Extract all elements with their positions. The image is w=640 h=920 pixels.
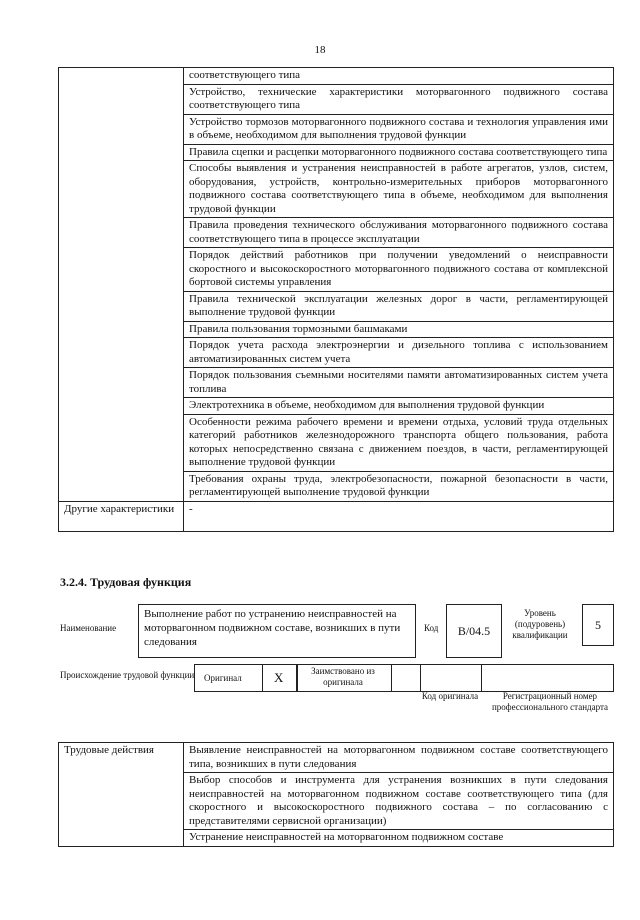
level-label: Уровень (подуровень) квалификации [512,608,568,640]
name-box [138,604,416,658]
table-row [59,68,614,85]
action-item: Устранение неисправностей на моторвагонном подвижном составе [184,830,614,847]
knowledge-label-cell [59,68,184,502]
knowledge-table [58,67,614,532]
borrowed-label: Заимствовано из оригинала [311,666,375,687]
table-row [59,501,614,531]
knowledge-item: Правила пользования тормозными башмаками [184,321,614,338]
knowledge-item: Правила проведения технического обслуживания моторвагонного подвижного состава соответствующего типа в процессе эксплуатации [184,218,614,248]
code-original-caption: Код оригинала [421,691,479,701]
level-box [582,604,614,646]
knowledge-item: Порядок действий работников при получении уведомлений о неисправности скоростного и высокоскоростного моторвагонного подвижного состава от комплексной бортовой системы управления [184,248,614,292]
other-characteristics-value: - [184,501,614,531]
level-value: 5 [595,617,601,632]
origin-label: Происхождение трудовой функции [60,670,195,680]
knowledge-item: Способы выявления и устранения неисправностей в работе агрегатов, узлов, систем, оборудования, устройств, контрольно-измерительных приборов моторвагонного подвижного состава соответствующего типа в объеме, необходимом для выполнения трудовой функции [184,161,614,218]
knowledge-item: Электротехника в объеме, необходимом для выполнения трудовой функции [184,398,614,415]
code-label: Код [424,623,439,633]
knowledge-item: Устройство тормозов моторвагонного подвижного состава и технология управления ими в объеме, необходимом для выполнения трудовой функции [184,114,614,144]
knowledge-item: Особенности режима рабочего времени и времени отдыха, условий труда отдельных категорий работников железнодорожного транспорта общего пользования, работа которых непосредственно связана с движением поездов, в части, регламентирующей выполнение трудовой функции [184,414,614,471]
name-label: Наименование [60,623,117,633]
function-name: Выполнение работ по устранению неисправностей на моторвагонном подвижном составе, возникших в пути следования [144,608,401,648]
other-characteristics-label: Другие характеристики [59,501,184,531]
reg-number-caption: Регистрационный номер профессионального стандарта [491,691,609,712]
knowledge-item: Требования охраны труда, электробезопасности, пожарной безопасности в части, регламентирующей выполнение трудовой функции [184,471,614,501]
knowledge-item: Правила сцепки и расцепки моторвагонного подвижного состава соответствующего типа [184,144,614,161]
actions-table [58,742,614,847]
code-box [446,604,502,658]
code-value: B/04.5 [457,623,491,638]
actions-label: Трудовые действия [59,743,184,847]
knowledge-item: Устройство, технические характеристики моторвагонного подвижного состава соответствующего типа [184,84,614,114]
page-bottom-margin [0,852,640,920]
knowledge-item: Правила технической эксплуатации железных дорог в части, регламентирующей выполнение трудовой функции [184,291,614,321]
action-item: Выявление неисправностей на моторвагонном подвижном составе соответствующего типа, возникших в пути следования [184,743,614,773]
section-heading: 3.2.4. Трудовая функция [60,575,192,589]
action-item: Выбор способов и инструмента для устранения возникших в пути следования неисправностей на моторвагонном подвижном составе соответствующего типа (для скоростного и высокоскоростного подвижного состава – по согласованию с представителями сервисной организации) [184,773,614,830]
knowledge-item: соответствующего типа [184,68,614,85]
original-mark: X [274,670,284,685]
code-original-cell [420,664,482,692]
knowledge-item: Порядок учета расхода электроэнергии и дизельного топлива с использованием автоматизированных систем учета [184,338,614,368]
original-label: Оригинал [204,673,242,683]
page-number: 18 [314,44,326,56]
knowledge-item: Порядок пользования съемными носителями памяти автоматизированных систем учета топлива [184,368,614,398]
table-row [59,743,614,773]
origin-box [194,664,614,692]
